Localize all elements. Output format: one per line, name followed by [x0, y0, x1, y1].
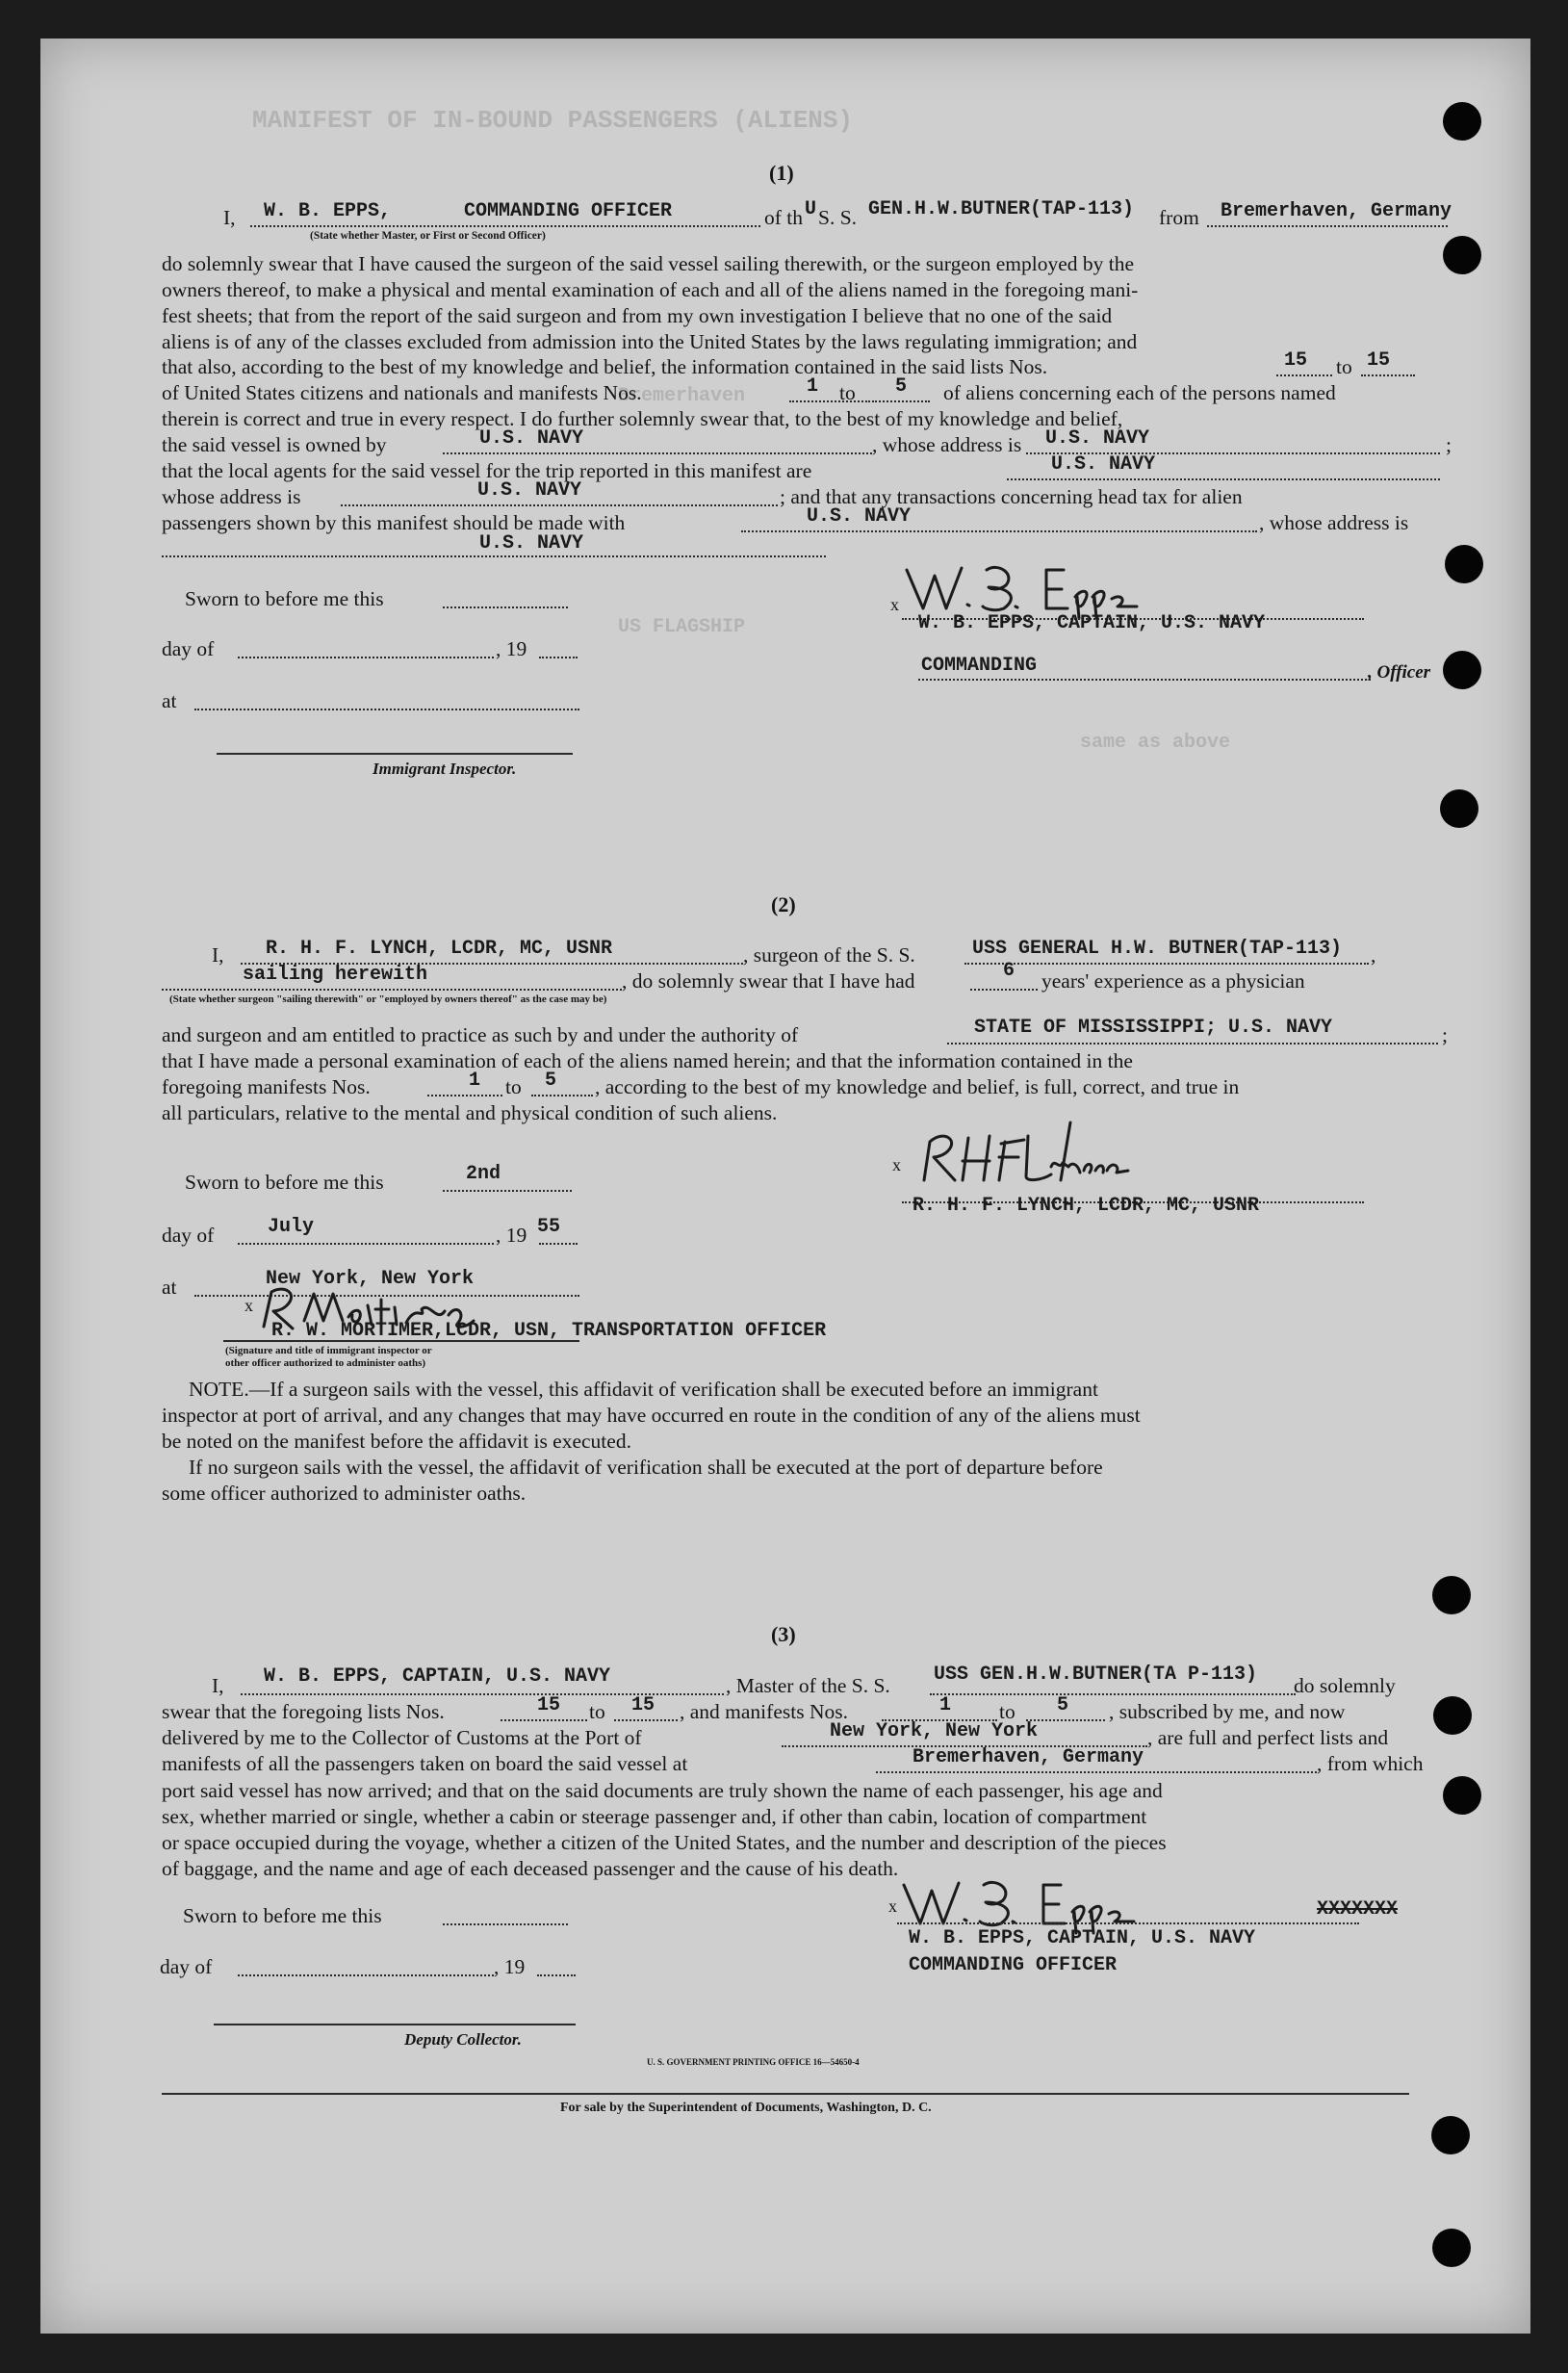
agents-address-label: whose address is — [162, 485, 301, 508]
list-from-line — [1276, 374, 1332, 376]
i-label: I, — [223, 206, 236, 229]
authority-line — [947, 1043, 1438, 1045]
collector-label: delivered by me to the Collector of Customs at the Port of — [162, 1726, 642, 1749]
captain-signature — [902, 558, 1191, 616]
officer-hint: (Signature and title of immigrant inspector or other officer authorized to administer oaths) — [225, 1345, 432, 1369]
vessel-name: GEN.H.W.BUTNER(TAP-113) — [868, 198, 1135, 220]
master-sig-line — [897, 1922, 1359, 1924]
man-to-line — [872, 400, 930, 402]
signature-x: x — [892, 1155, 901, 1174]
year-suffix: 55 — [537, 1216, 561, 1238]
manifests-text: manifests of all the passengers taken on board the said vessel at — [162, 1752, 688, 1775]
surgeon-of-label: , surgeon of the S. S. — [743, 943, 915, 967]
bleed-through-text: Bremerhaven — [618, 385, 746, 407]
oath-paragraph-1: do solemnly swear that I have caused the surgeon of the said vessel sailing therewith, or the surgeon employed by the owners thereof, to make a physical and mental examination of each and all of the aliens named in the foregoing mani- fest sheets; that from the report of the said surgeon and from my own investigation I believe that no one of the said aliens is of any of the classes excluded from admission into the United States by the laws regulating immigration; and — [162, 252, 1139, 353]
surgeon-signer: R. H. F. LYNCH, LCDR, MC, USNR — [913, 1195, 1260, 1217]
signer-name: W. B. EPPS, CAPTAIN, U.S. NAVY — [918, 612, 1266, 634]
surgeon-signature — [907, 1122, 1157, 1190]
master-name: W. B. EPPS, CAPTAIN, U.S. NAVY — [264, 1665, 611, 1688]
oath-line-7: therein is correct and true in every respect. I do further solemnly swear that, to the best of my knowledge and belief, — [162, 407, 1123, 430]
punch-hole — [1431, 2116, 1470, 2154]
agents-line — [1007, 478, 1440, 480]
sale-note: For sale by the Superintendent of Documents, Washington, D. C. — [560, 2101, 932, 2115]
man-to: 5 — [1057, 1694, 1069, 1716]
to-label: to — [505, 1075, 522, 1098]
day-of-label: day of — [162, 637, 215, 660]
lists-line: that also, according to the best of my knowledge and belief, the information contained in the said lists Nos. — [162, 355, 1048, 378]
tax-agent-label: passengers shown by this manifest should be made with — [162, 511, 626, 534]
place: New York, New York — [266, 1268, 475, 1290]
vessel-line — [964, 963, 1369, 965]
lists-label: swear that the foregoing lists Nos. — [162, 1700, 445, 1723]
swear-text: , do solemnly swear that I have had — [622, 969, 915, 993]
to-label: to — [839, 381, 856, 404]
departure-port: Bremerhaven, Germany — [1221, 200, 1452, 222]
list-from-line — [501, 1719, 587, 1721]
years-experience: 6 — [1003, 960, 1015, 982]
punch-hole — [1440, 789, 1478, 828]
section-number-1: (1) — [769, 161, 794, 185]
rank-hint: (State whether Master, or First or Second Officer) — [310, 230, 546, 242]
oath-paragraph-3: port said vessel has now arrived; and that on the said documents are truly shown the name of each passenger, his age and sex, whether married or single, whether a cabin or steerage passenger and, if other than cabin, location of compartment or space occupied during the voyage, whether a citizen of the United States, and the number and description of the pieces of baggage, and the name and age of each deceased passenger and the cause of his death. — [162, 1779, 1167, 1880]
authority: STATE OF MISSISSIPPI; U.S. NAVY — [974, 1017, 1333, 1039]
bleed-through-text: MANIFEST OF IN-BOUND PASSENGERS (ALIENS) — [252, 106, 854, 135]
sworn-date-line — [443, 1923, 568, 1925]
from-which-text: , from which — [1317, 1752, 1424, 1775]
year-line — [539, 657, 578, 658]
struck-out-text: XXXXXXX — [1317, 1898, 1399, 1921]
section-number-2: (2) — [771, 892, 796, 916]
master-signer: W. B. EPPS, CAPTAIN, U.S. NAVY — [909, 1927, 1256, 1949]
at-label: at — [162, 689, 177, 712]
owner: U.S. NAVY — [479, 427, 584, 450]
tax-agent: U.S. NAVY — [807, 505, 912, 528]
tax-addr-line — [162, 555, 826, 557]
officer-role: COMMANDING — [921, 655, 1038, 677]
inspector-label: Immigrant Inspector. — [373, 760, 517, 778]
man-from: 1 — [469, 1070, 481, 1092]
day-line — [238, 657, 494, 658]
year-label: , 19 — [496, 1224, 527, 1247]
semicolon: ; — [1442, 1023, 1448, 1046]
to-label: to — [1336, 355, 1352, 378]
inspector-line — [217, 753, 573, 755]
ss-label: S. S. — [818, 206, 858, 229]
man-to: 5 — [545, 1070, 557, 1092]
man-to: 5 — [895, 375, 908, 398]
agents-addr-line — [341, 504, 778, 506]
whose-address-label: , whose address is — [872, 433, 1022, 456]
officer-x: x — [244, 1296, 253, 1315]
punch-hole — [1443, 102, 1481, 141]
agents-address: U.S. NAVY — [477, 479, 582, 502]
day-of-label: day of — [160, 1955, 213, 1978]
do-solemnly: do solemnly — [1294, 1674, 1396, 1697]
year-line — [537, 1974, 576, 1976]
man-from-line — [427, 1095, 502, 1096]
i-label: I, — [212, 943, 224, 967]
owned-by-label: the said vessel is owned by — [162, 433, 387, 456]
punch-hole — [1443, 651, 1481, 689]
bleed-through-text: US FLAGSHIP — [618, 616, 746, 638]
owner-address: U.S. NAVY — [1045, 427, 1150, 450]
arrival-port: New York, New York — [830, 1720, 1039, 1742]
tax-address: U.S. NAVY — [479, 532, 584, 555]
man-from-line — [789, 400, 870, 402]
officer-role-line — [918, 679, 1371, 681]
whose-address-label: , whose address is — [1259, 511, 1409, 534]
list-to-line — [1361, 374, 1415, 376]
year-line — [539, 1243, 578, 1245]
footer-rule — [162, 2093, 1409, 2095]
sailing-status: sailing herewith — [243, 964, 428, 986]
surgeon-name: R. H. F. LYNCH, LCDR, MC, USNR — [266, 938, 613, 960]
of-the-label: of th — [764, 206, 804, 229]
experience-text: years' experience as a physician — [1041, 969, 1305, 993]
gpo-imprint: U. S. GOVERNMENT PRINTING OFFICE 16—54650-4 — [647, 2057, 860, 2067]
list-from: 15 — [537, 1694, 561, 1716]
at-label: at — [162, 1276, 177, 1299]
signature-x: x — [890, 595, 899, 614]
belief-text: , according to the best of my knowledge and belief, is full, correct, and true in — [595, 1075, 1240, 1098]
list-to: 15 — [631, 1694, 655, 1716]
man-to-line — [531, 1095, 593, 1096]
sailing-line — [162, 989, 622, 991]
sworn-label: Sworn to before me this — [183, 1904, 382, 1927]
full-lists-text: , are full and perfect lists and — [1147, 1726, 1389, 1749]
agents: U.S. NAVY — [1051, 453, 1156, 476]
month-line — [238, 1243, 494, 1245]
day-of-label: day of — [162, 1224, 215, 1247]
master-vessel: USS GEN.H.W.BUTNER(TA P-113) — [934, 1664, 1258, 1686]
master-label: , Master of the S. S. — [726, 1674, 890, 1697]
list-to-line — [614, 1719, 678, 1721]
officer-line — [223, 1340, 579, 1342]
manifest-page — [40, 39, 1530, 2334]
agents-label: that the local agents for the said vessel for the trip reported in this manifest are — [162, 459, 812, 482]
collector-line — [214, 2024, 576, 2025]
i-label: I, — [212, 1674, 224, 1697]
master-role: COMMANDING OFFICER — [909, 1954, 1118, 1976]
man-to-line — [1026, 1719, 1105, 1721]
officer-rank: COMMANDING OFFICER — [464, 200, 673, 222]
year-label: , 19 — [496, 637, 527, 660]
port-line — [1207, 225, 1448, 227]
man-from: 1 — [807, 375, 819, 398]
collector-label: Deputy Collector. — [404, 2030, 522, 2049]
punch-hole — [1432, 2229, 1471, 2267]
man-from: 1 — [939, 1694, 952, 1716]
to-label: to — [999, 1700, 1015, 1723]
signature-x: x — [888, 1896, 897, 1916]
to-label: to — [589, 1700, 605, 1723]
month: July — [268, 1216, 315, 1238]
punch-hole — [1445, 545, 1483, 583]
oath-line-6: all particulars, relative to the mental and physical condition of such aliens. — [162, 1101, 778, 1124]
from-port: Bremerhaven, Germany — [913, 1746, 1144, 1768]
list-from: 15 — [1284, 349, 1308, 372]
officer-name: W. B. EPPS, — [264, 200, 392, 222]
head-tax-text: ; and that any transactions concerning head tax for alien — [780, 485, 1243, 508]
semicolon: ; — [1446, 433, 1452, 456]
note-paragraph: NOTE.—If a surgeon sails with the vessel, this affidavit of verification shall be executed before an immigrant inspector at port of arrival, and any changes that may have occurred en route in the condition of any of the aliens must be noted on the manifest before the affidavit is executed. If no surgeon sails with the vessel, the affidavit of verification shall be executed at the port of departure before some officer authorized to administer oaths. — [162, 1378, 1141, 1505]
surgeon-vessel: USS GENERAL H.W. BUTNER(TAP-113) — [972, 938, 1343, 960]
officer-title: R. W. MORTIMER,LCDR, USN, TRANSPORTATION OFFICER — [271, 1320, 827, 1342]
year-label: , 19 — [494, 1955, 526, 1978]
manifests-label: foregoing manifests Nos. — [162, 1075, 371, 1098]
punch-hole — [1443, 236, 1481, 274]
comma: , — [1371, 943, 1376, 967]
sworn-label: Sworn to before me this — [185, 1171, 384, 1194]
list-to: 15 — [1367, 349, 1391, 372]
day-line — [238, 1974, 494, 1976]
surgeon-status-hint: (State whether surgeon "sailing therewith" or "employed by owners thereof" as the case may be) — [169, 993, 607, 1005]
punch-hole — [1443, 1776, 1481, 1815]
manifests-line: of United States citizens and nationals and manifests Nos. — [162, 381, 642, 404]
subscribed-text: , subscribed by me, and now — [1109, 1700, 1346, 1723]
tax-agent-line — [741, 530, 1257, 532]
authority-label: and surgeon and am entitled to practice as such by and under the authority of — [162, 1023, 799, 1046]
sworn-day: 2nd — [466, 1163, 501, 1185]
years-line — [970, 989, 1038, 991]
at-line — [194, 709, 579, 710]
from-label: from — [1159, 206, 1199, 229]
punch-hole — [1433, 1696, 1472, 1735]
officer-name-line — [250, 225, 760, 227]
punch-hole — [1432, 1576, 1471, 1614]
us-mark: U — [805, 198, 817, 220]
sworn-date-line — [443, 606, 568, 608]
bleed-through-text: same as above — [1080, 732, 1231, 754]
vessel-line — [930, 1693, 1296, 1695]
section-number-3: (3) — [771, 1622, 796, 1646]
manifests-label: , and manifests Nos. — [680, 1700, 848, 1723]
oath-line-4: that I have made a personal examination of each of the aliens named herein; and that the information contained in the — [162, 1049, 1133, 1072]
sworn-day-line — [443, 1190, 572, 1192]
from-port-line — [876, 1771, 1317, 1773]
sworn-label: Sworn to before me this — [185, 587, 384, 610]
aliens-text: of aliens concerning each of the persons named — [943, 381, 1336, 404]
owner-line — [443, 452, 872, 454]
officer-label: , Officer — [1368, 662, 1431, 683]
